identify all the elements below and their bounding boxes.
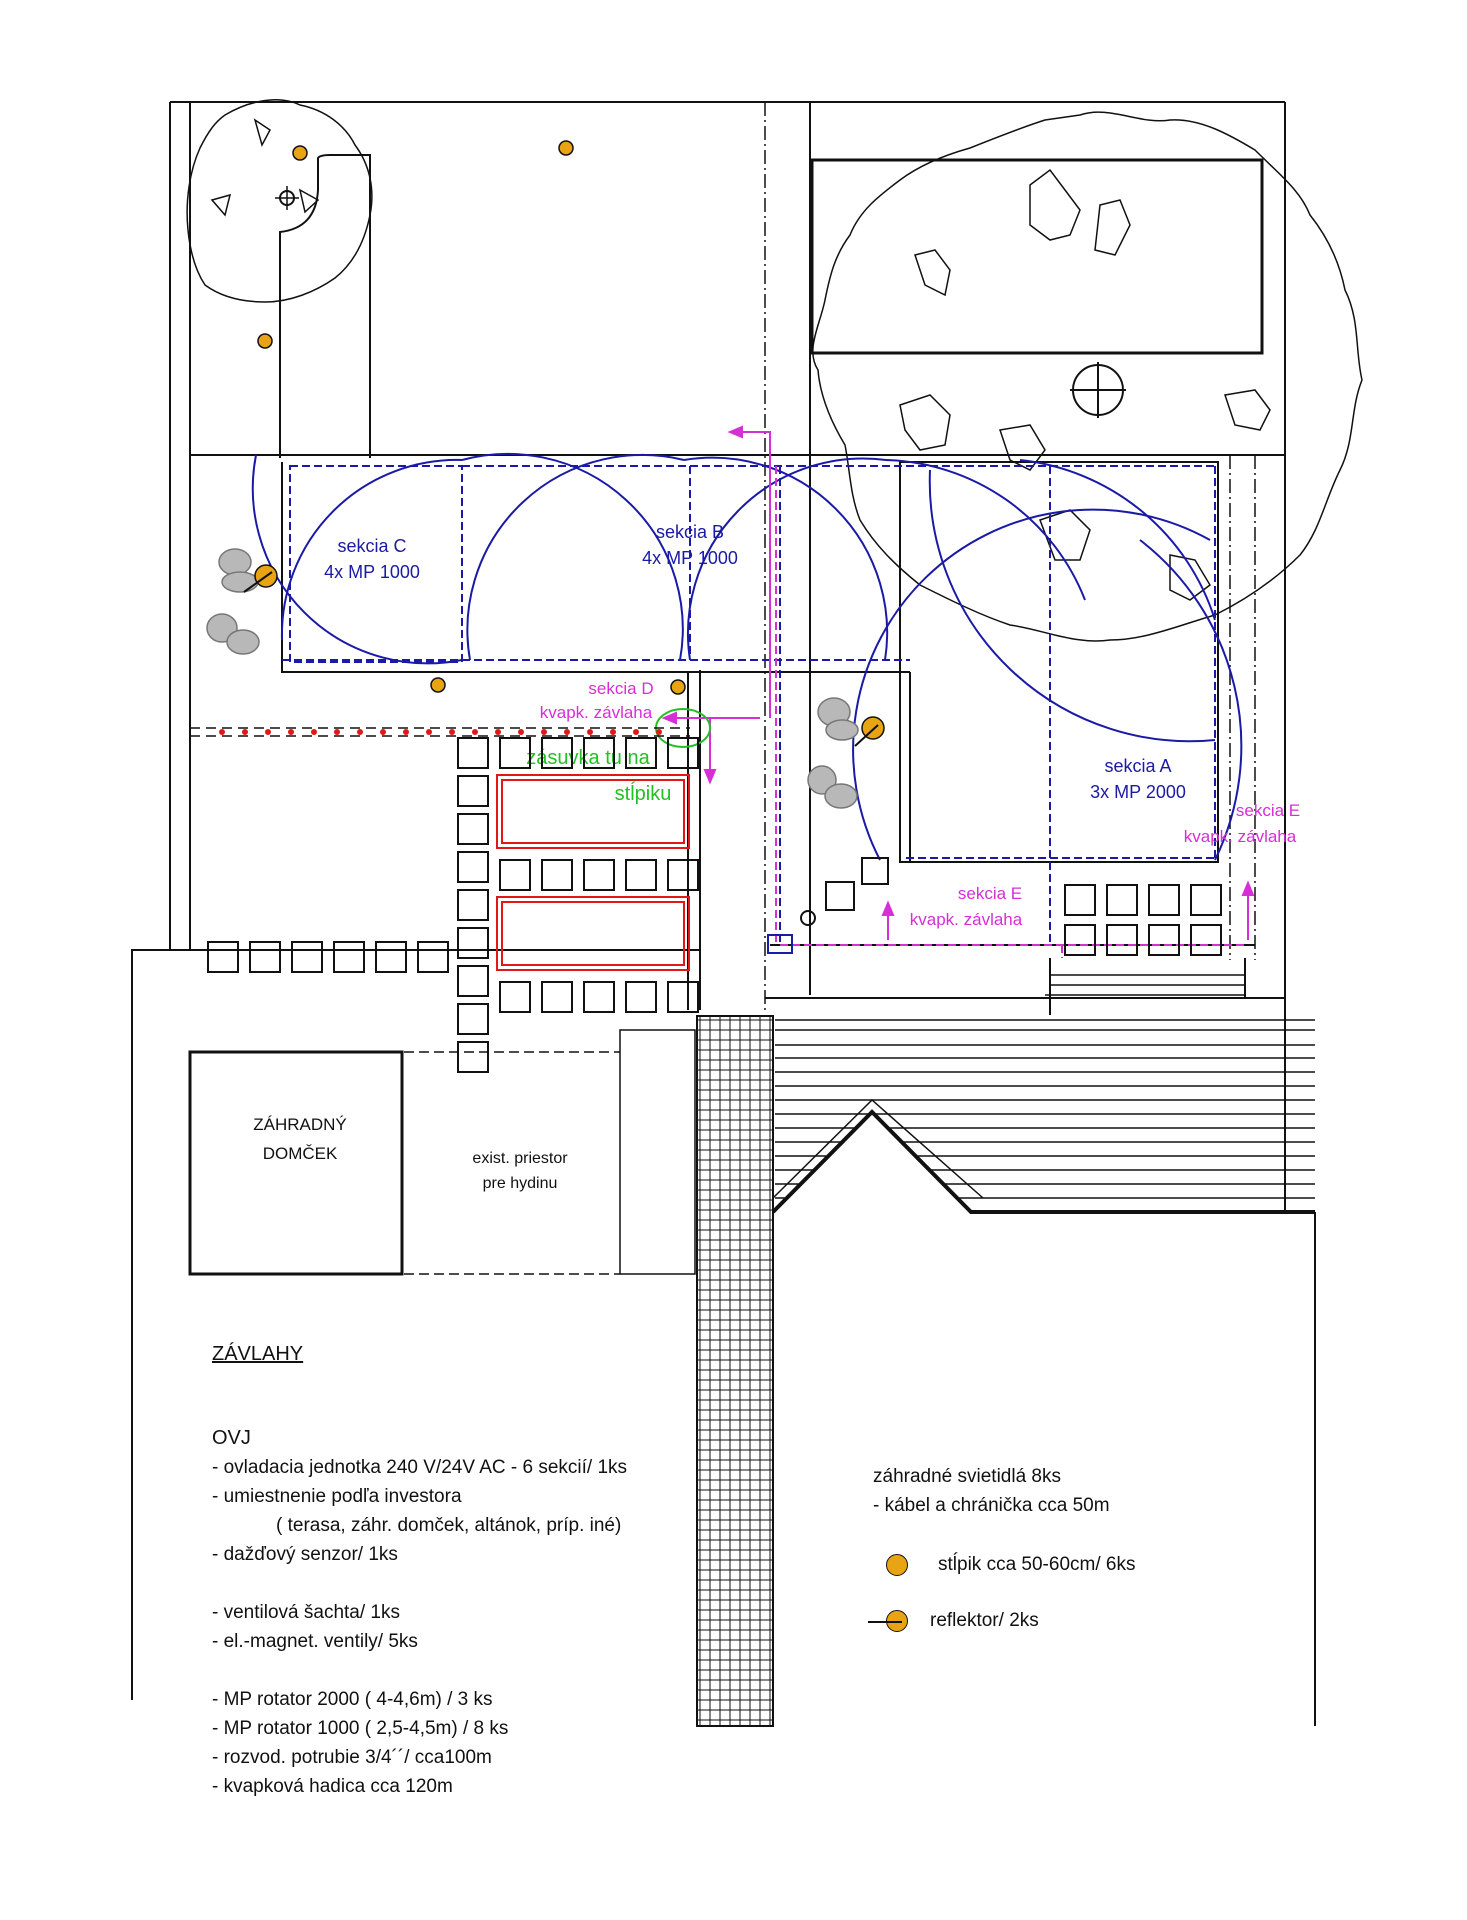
section-a-spec: 3x MP 2000 [1090,782,1186,802]
section-d-name: sekcia D [588,679,654,698]
legend-item: - ventilová šachta/ 1ks [212,1602,400,1623]
socket-note-line2: stĺpiku [614,783,672,805]
fence-posts [219,729,662,735]
section-b-name: sekcia B [655,522,725,542]
lighting-legend-title: záhradné svietidlá 8ks [873,1466,1061,1487]
legend-item: - MP rotator 1000 ( 2,5-4,5m) / 8 ks [212,1718,509,1739]
legend-item: - MP rotator 2000 ( 4-4,6m) / 3 ks [212,1689,493,1710]
section-a-name: sekcia A [1104,756,1172,776]
section-c-name: sekcia C [337,536,407,556]
legend-item: - umiestnenie podľa investora [212,1486,462,1507]
drip-arrows [664,427,1253,940]
legend-item: - rozvod. potrubie 3/4´´/ cca100m [212,1747,492,1768]
legend-item: - kvapková hadica cca 120m [212,1776,453,1797]
socket-note-line1: zásuvka tu na [526,747,650,769]
legend-item: ( terasa, záhr. domček, altánok, príp. iné) [276,1515,622,1536]
legend-spacer [212,1656,627,1685]
legend-post-label: stĺpik cca 50-60cm/ 6ks [938,1554,1136,1575]
socket-marker [656,709,710,747]
legend-spacer [212,1569,627,1598]
house-outline [773,1112,1315,1726]
irrigation-dashed-lines [282,466,1215,945]
lighting-legend-cable: - kábel a chránička cca 50m [873,1495,1110,1516]
axis-lines [765,102,1255,1010]
legend-item: - ovladacia jednotka 240 V/24V AC - 6 sekcií/ 1ks [212,1457,628,1478]
stones [207,549,858,808]
lawn-zones [282,462,1285,1015]
legend-post-row [886,1550,1135,1579]
light-post-icon [886,1554,908,1576]
irrigation-legend-subtitle: OVJ [212,1427,251,1449]
section-b-spec: 4x MP 1000 [642,548,738,568]
shed-label [253,1115,347,1163]
section-e-spec-2: kvapk. závlaha [1183,827,1297,846]
section-d-spec: kvapk. závlaha [539,703,653,722]
shed-label-line1: ZÁHRADNÝ [253,1115,347,1134]
small-post [801,911,815,925]
poultry-label-line1: exist. priestor [472,1150,568,1167]
lighting-legend [873,1462,1110,1520]
poultry-label [472,1150,568,1192]
section-e-name-2: sekcia E [1235,801,1301,820]
garden-shed [190,1052,402,1274]
legend-item: - el.-magnet. ventily/ 5ks [212,1631,418,1652]
legend-reflector-row [868,1606,1039,1635]
irrigation-legend [212,1343,627,1801]
light-posts [258,141,685,694]
legend-item: - dažďový senzor/ 1ks [212,1544,398,1565]
poultry-label-line2: pre hydinu [482,1175,558,1192]
legend-reflector-label: reflektor/ 2ks [930,1610,1039,1631]
shed-label-line2: DOMČEK [262,1144,338,1163]
pool [812,160,1262,353]
reflector-icon [868,1608,908,1634]
irrigation-legend-title: ZÁVLAHY [212,1343,304,1365]
section-e-spec-1: kvapk. závlaha [909,910,1023,929]
section-e-name-1: sekcia E [957,884,1023,903]
tree-large-outline [813,112,1362,641]
section-c-spec: 4x MP 1000 [324,562,420,582]
